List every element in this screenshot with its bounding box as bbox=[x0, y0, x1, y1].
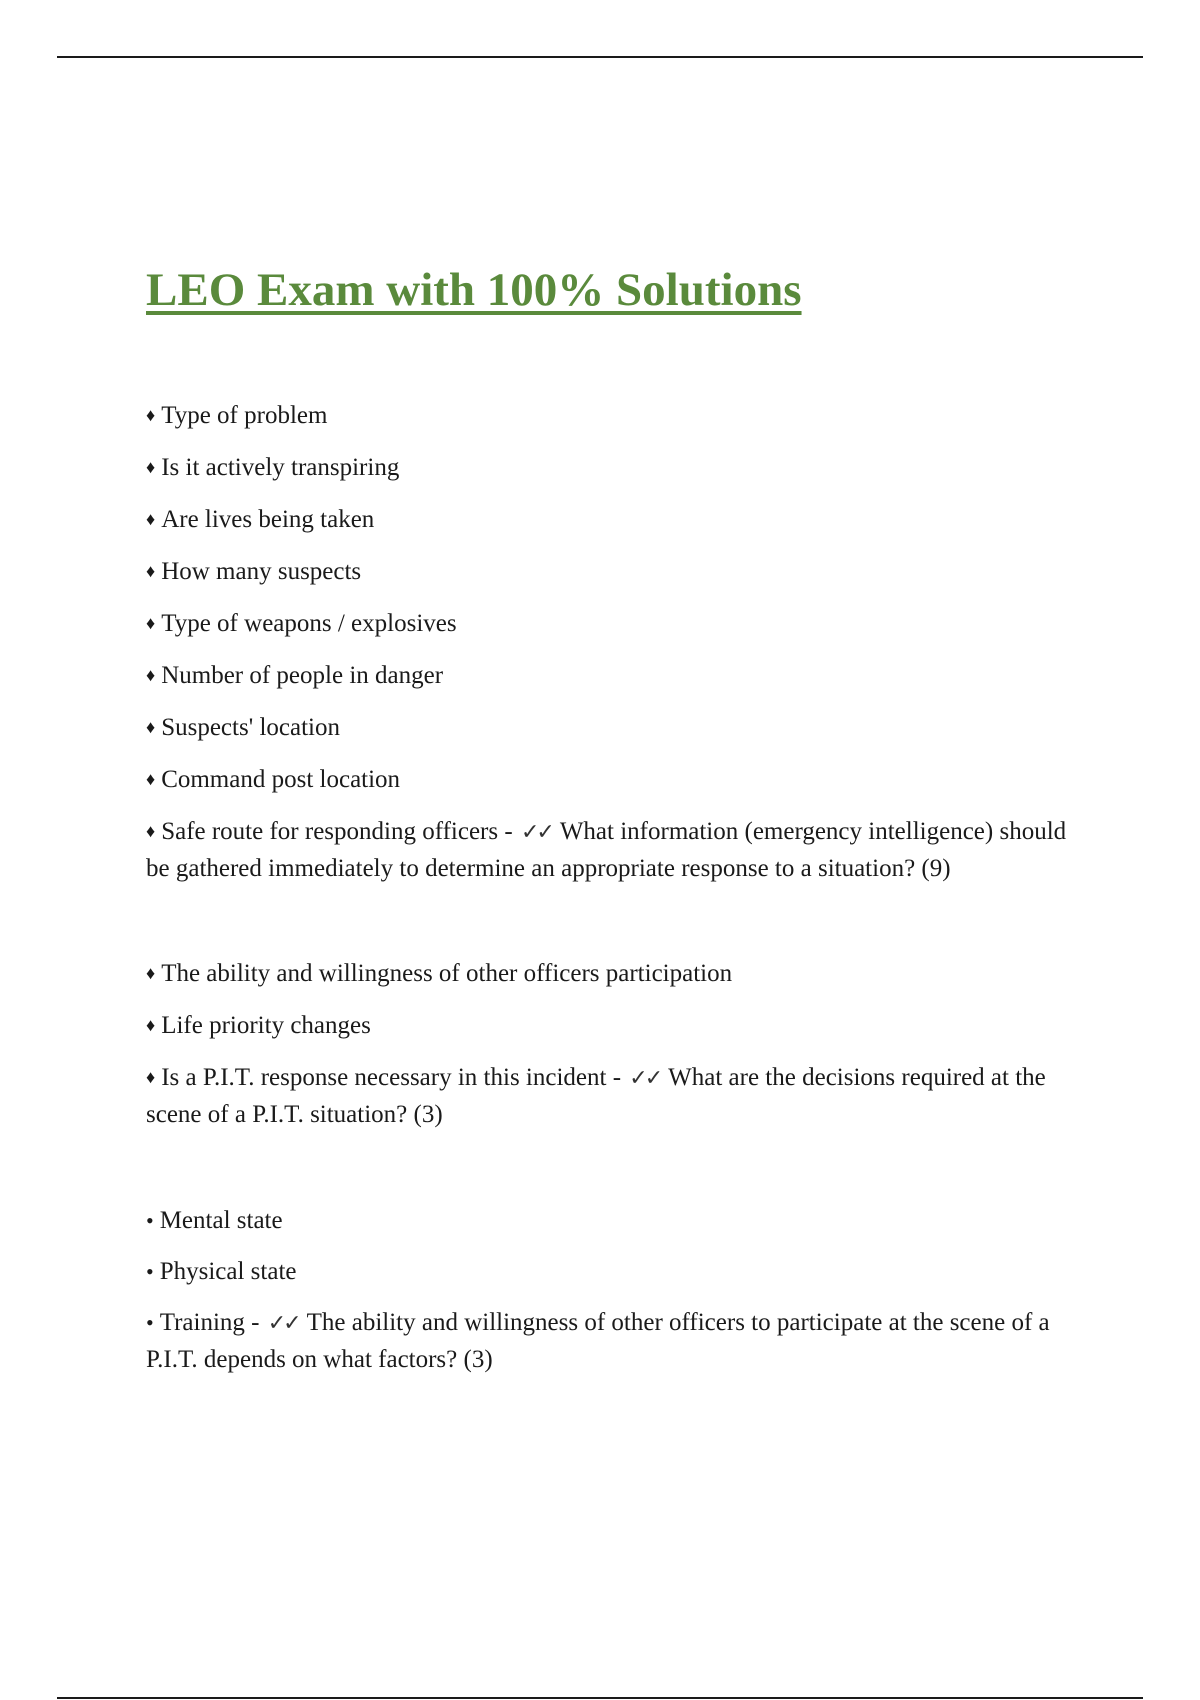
item-text: Training - bbox=[159, 1309, 260, 1337]
double-check-icon: ✓✓ bbox=[267, 1311, 299, 1337]
list-item bbox=[146, 1203, 1091, 1239]
diamond-bullet-icon: ♦ bbox=[146, 613, 156, 634]
question-text: The ability and willingness of other officers to participate at the scene of a P.I.T. depends on what factors? (3) bbox=[146, 1309, 1050, 1374]
item-text: Command post location bbox=[161, 766, 401, 794]
item-text: Number of people in danger bbox=[161, 662, 444, 690]
item-text: Type of weapons / explosives bbox=[161, 610, 457, 638]
list-item bbox=[146, 397, 1091, 434]
bottom-rule bbox=[57, 1697, 1143, 1699]
list-item bbox=[146, 657, 1091, 694]
item-text: Life priority changes bbox=[161, 1012, 371, 1040]
item-text: Are lives being taken bbox=[161, 506, 375, 534]
item-text: Physical state bbox=[159, 1258, 297, 1286]
diamond-bullet-icon: ♦ bbox=[146, 963, 156, 984]
answer-group-1 bbox=[146, 397, 1091, 887]
top-rule bbox=[57, 56, 1143, 58]
list-item bbox=[146, 501, 1091, 538]
double-check-icon: ✓✓ bbox=[629, 1066, 661, 1092]
dot-bullet-icon: • bbox=[146, 1259, 154, 1285]
dot-bullet-icon: • bbox=[146, 1208, 154, 1234]
item-text: Mental state bbox=[159, 1207, 283, 1235]
list-item-with-question bbox=[146, 813, 1091, 887]
diamond-bullet-icon: ♦ bbox=[146, 561, 156, 582]
list-item bbox=[146, 955, 1091, 992]
diamond-bullet-icon: ♦ bbox=[146, 665, 156, 686]
dot-bullet-icon: • bbox=[146, 1310, 154, 1336]
document-title: LEO Exam with 100% Solutions bbox=[146, 264, 802, 316]
double-check-icon: ✓✓ bbox=[520, 820, 552, 846]
list-item-with-question bbox=[146, 1059, 1091, 1133]
item-text: Is it actively transpiring bbox=[161, 454, 400, 482]
list-item bbox=[146, 709, 1091, 746]
diamond-bullet-icon: ♦ bbox=[146, 509, 156, 530]
item-text: Is a P.I.T. response necessary in this incident - bbox=[161, 1064, 622, 1092]
item-text: The ability and willingness of other officers participation bbox=[161, 960, 733, 988]
answer-group-2 bbox=[146, 955, 1091, 1133]
list-item bbox=[146, 1254, 1091, 1290]
item-text: Suspects' location bbox=[161, 714, 340, 742]
item-text: Type of problem bbox=[161, 402, 328, 430]
list-item bbox=[146, 605, 1091, 642]
list-item bbox=[146, 553, 1091, 590]
diamond-bullet-icon: ♦ bbox=[146, 1067, 156, 1088]
list-item bbox=[146, 449, 1091, 486]
document-body bbox=[146, 262, 1091, 1378]
list-item-with-question bbox=[146, 1305, 1091, 1378]
item-text: Safe route for responding officers - bbox=[161, 818, 513, 846]
diamond-bullet-icon: ♦ bbox=[146, 457, 156, 478]
diamond-bullet-icon: ♦ bbox=[146, 405, 156, 426]
list-item bbox=[146, 761, 1091, 798]
diamond-bullet-icon: ♦ bbox=[146, 717, 156, 738]
item-text: How many suspects bbox=[161, 558, 362, 586]
list-item bbox=[146, 1007, 1091, 1044]
diamond-bullet-icon: ♦ bbox=[146, 821, 156, 842]
question-text: What are the decisions required at the scene of a P.I.T. situation? (3) bbox=[146, 1064, 1046, 1129]
diamond-bullet-icon: ♦ bbox=[146, 769, 156, 790]
diamond-bullet-icon: ♦ bbox=[146, 1015, 156, 1036]
answer-group-3 bbox=[146, 1203, 1091, 1378]
question-text: What information (emergency intelligence) should be gathered immediately to determine an appropriate response to a situation? (9) bbox=[146, 818, 1067, 883]
